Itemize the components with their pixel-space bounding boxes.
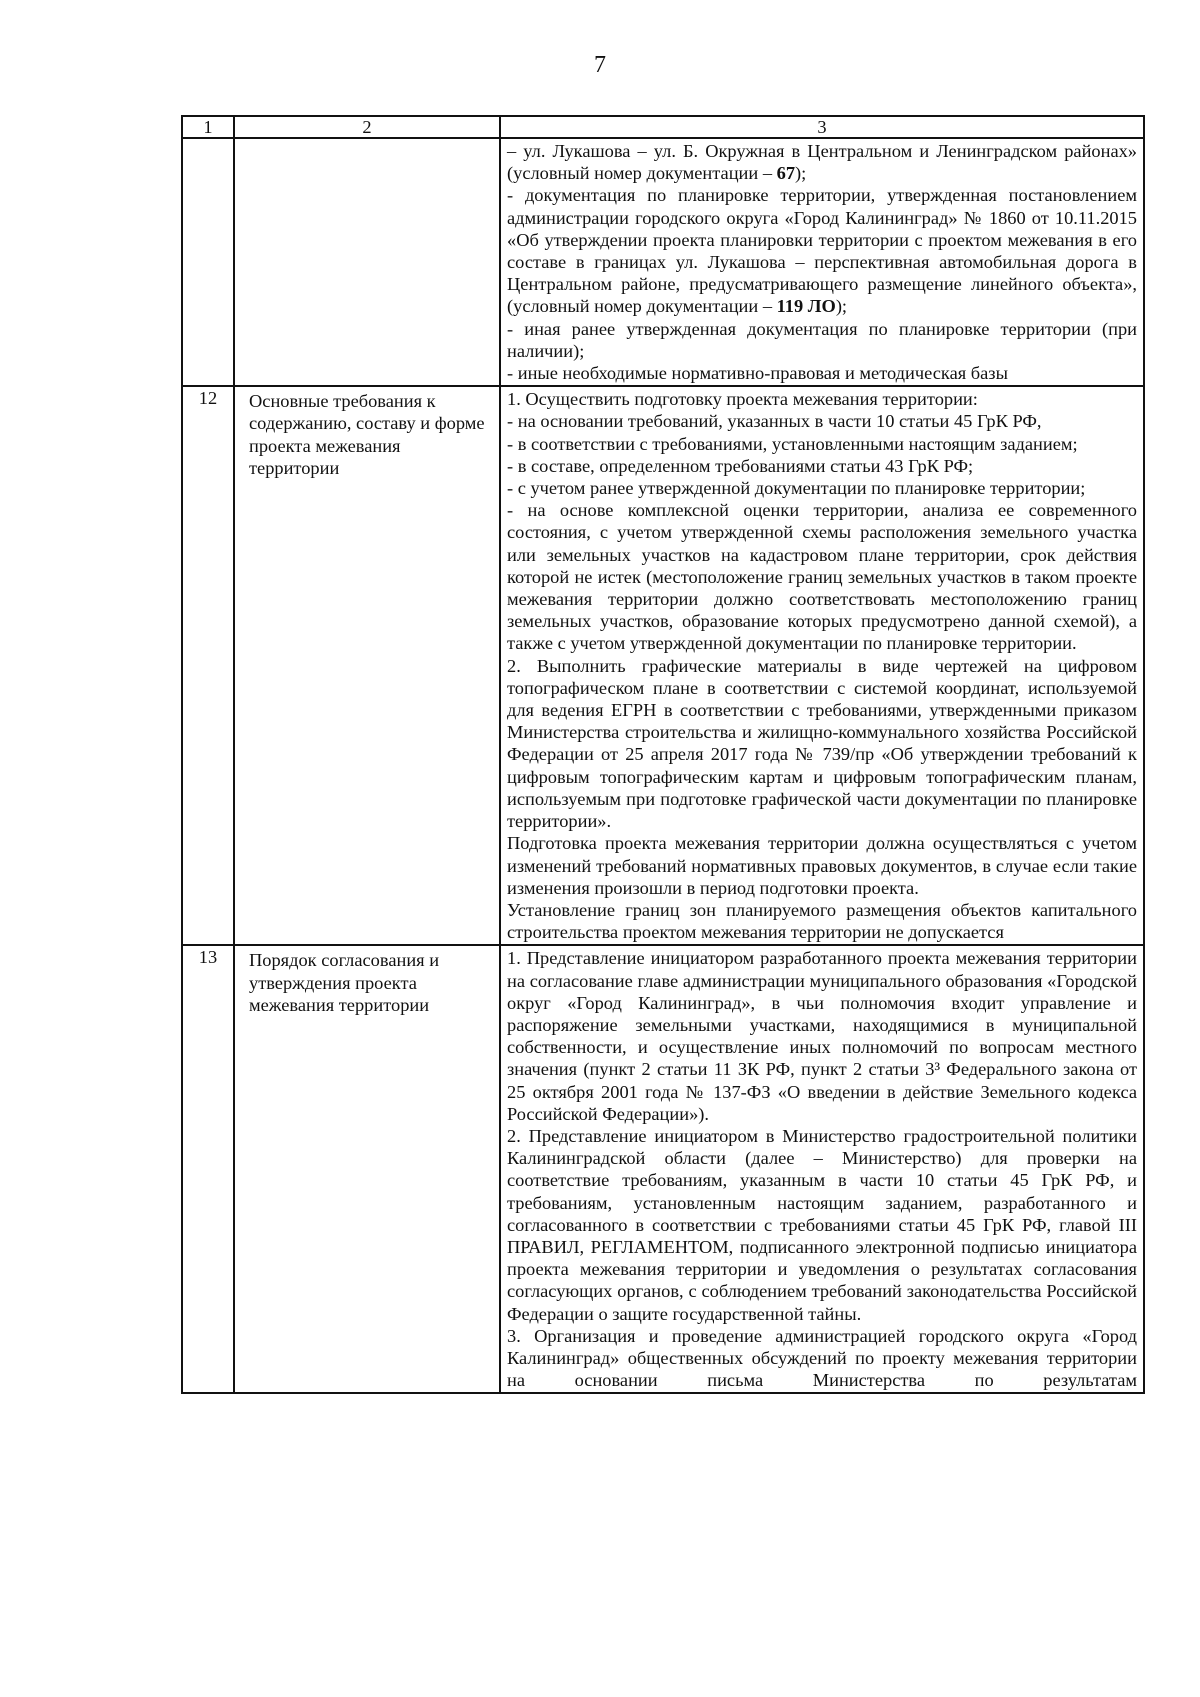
paragraph: – ул. Лукашова – ул. Б. Окружная в Центральном и Ленинградском районах» (условный номер документации – 67); xyxy=(507,141,1137,184)
header-col-2: 2 xyxy=(234,116,500,138)
paragraph: - документация по планировке территории, утвержденная постановлением администрации городского округа «Город Калининград» № 1860 от 10.11.2015 «Об утверждении проекта планировки территории с проектом межевания в его составе в границах ул. Лукашова – перспективная автомобильная дорога в Центральном районе, предусматривающего размещение линейного объекта», (условный номер документации – 119 ЛО); xyxy=(507,185,1137,317)
table-row xyxy=(182,386,1144,945)
row-number: 12 xyxy=(182,386,234,945)
page-number: 7 xyxy=(594,52,606,78)
requirements-table xyxy=(181,115,1145,1394)
paragraph: Установление границ зон планируемого размещения объектов капитального строительства проектом межевания территории не допускается xyxy=(507,899,1137,943)
paragraph: 2. Представление инициатором в Министерство градостроительной политики Калининградской области (далее – Министерство) для проверки на соответствие требованиям, указанным в части 10 статьи 45 ГрК РФ, и требованиям, установленным настоящим заданием, разработанного и согласованного в соответствии с требованиями статьи 45 ГрК РФ, главой III ПРАВИЛ, РЕГЛАМЕНТОМ, подписанного электронной подписью инициатора проекта межевания территории и уведомления о результатах согласования согласующих органов, с соблюдением требований законодательства Российской Федерации о защите государственной тайны. xyxy=(507,1125,1137,1324)
table-header-row xyxy=(182,116,1144,138)
row-content xyxy=(500,386,1144,945)
paragraph: - иная ранее утвержденная документация по планировке территории (при наличии); xyxy=(507,318,1137,361)
paragraph: 2. Выполнить графические материалы в виде чертежей на цифровом топографическом плане в соответствии с системой координат, используемой для ведения ЕГРН в соответствии с требованиями, утвержденными приказом Министерства строительства и жилищно-коммунального хозяйства Российской Федерации от 25 апреля 2017 года № 739/пр «Об утверждении требований к цифровым топографическим картам и цифровым топографическим планам, используемым при подготовке графической части документации по планировке территории». xyxy=(507,655,1137,832)
paragraph: 3. Организация и проведение администрацией городского округа «Город Калининград» общественных обсуждений по проекту межевания территории на основании письма Министерства по результатам xyxy=(507,1325,1137,1391)
bold-fragment: 67 xyxy=(776,163,796,184)
paragraph: - в составе, определенном требованиями статьи 43 ГрК РФ; xyxy=(507,455,974,476)
header-col-3: 3 xyxy=(500,116,1144,138)
bold-fragment: 119 ЛО xyxy=(776,296,836,317)
row-content xyxy=(500,138,1144,386)
paragraph: - иные необходимые нормативно-правовая и методическая базы xyxy=(507,363,1008,384)
header-col-1: 1 xyxy=(182,116,234,138)
row-name: Порядок согласования и утверждения проекта межевания территории xyxy=(234,945,500,1393)
row-number: 13 xyxy=(182,945,234,1393)
paragraph: - в соответствии с требованиями, установленными настоящим заданием; xyxy=(507,433,1078,454)
row-number xyxy=(182,138,234,386)
row-name xyxy=(234,138,500,386)
paragraph: - на основе комплексной оценки территории, анализа ее современного состояния, с учетом утвержденной схемы расположения земельного участка или земельных участков на кадастровом плане территории, срок действия которой не истек (местоположение границ земельных участков в таком проекте межевания территории должно соответствовать местоположению границ земельных участков, образование которых предусмотрено данной схемой), а также с учетом утвержденной документации по планировке территории. xyxy=(507,500,1137,654)
row-name: Основные требования к содержанию, составу и форме проекта межевания территории xyxy=(234,386,500,945)
paragraph: 1. Осуществить подготовку проекта межевания территории: xyxy=(507,389,978,410)
table-row xyxy=(182,138,1144,386)
paragraph: - с учетом ранее утвержденной документации по планировке территории; xyxy=(507,478,1086,499)
paragraph: 1. Представление инициатором разработанного проекта межевания территории на согласование главе администрации муниципального образования «Городской округ «Город Калининград», в чьи полномочия входит управление и распоряжение земельными участками, находящимися в муниципальной собственности, и осуществление иных полномочий по вопросам местного значения (пункт 2 статьи 11 ЗК РФ, пункт 2 статьи 3³ Федерального закона от 25 октября 2001 года № 137-ФЗ «О введении в действие Земельного кодекса Российской Федерации»). xyxy=(507,948,1137,1124)
paragraph: Подготовка проекта межевания территории должна осуществляться с учетом изменений требований нормативных правовых документов, в случае если такие изменения произошли в период подготовки проекта. xyxy=(507,833,1137,898)
paragraph: - на основании требований, указанных в части 10 статьи 45 ГрК РФ, xyxy=(507,411,1042,432)
table-row xyxy=(182,945,1144,1393)
row-content xyxy=(500,945,1144,1393)
